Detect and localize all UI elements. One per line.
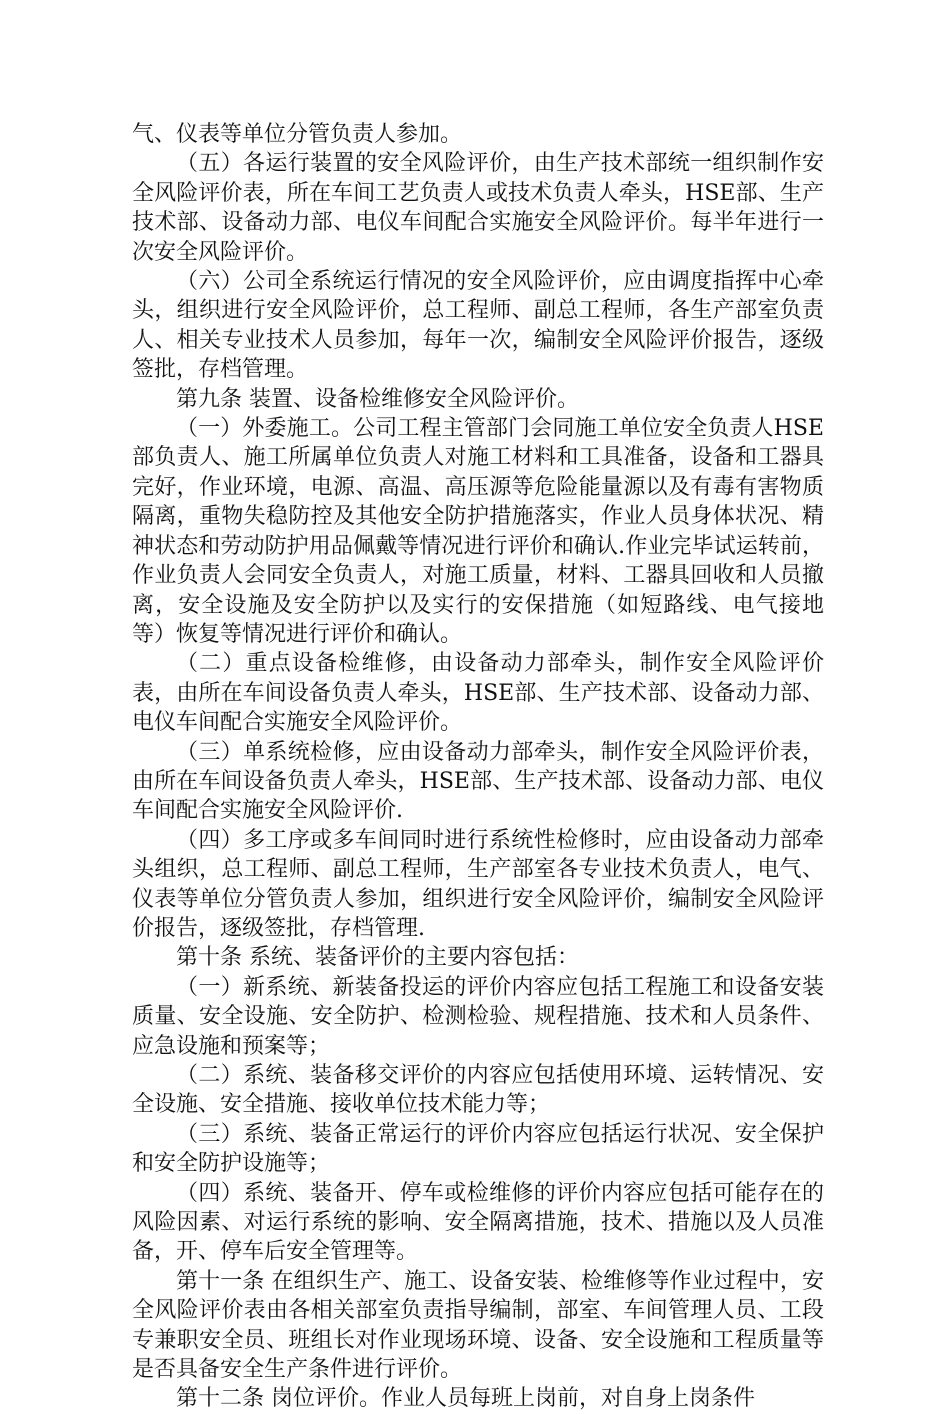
article-11-paragraph: 第十一条 在组织生产、施工、设备安装、检维修等作业过程中，安全风险评价表由各相关部室负责指导编制，部室、车间管理人员、工段专兼职安全员、班组长对作业现场环境、设备、安全设施和工程质量等是否具备安全生产条件进行评价。 <box>132 1268 824 1383</box>
paragraph-5: （一）外委施工。公司工程主管部门会同施工单位安全负责人HSE部负责人、施工所属单位负责人对施工材料和工具准备，设备和工器具完好，作业环境，电源、高温、高压源等危险能量源以及有毒有害物质隔离，重物失稳防控及其他安全防护措施落实，作业人员身体状况、精神状态和劳动防护用品佩戴等情况进行评价和确认.作业完毕试运转前，作业负责人会同安全负责人，对施工质量，材料、工器具回收和人员撤离，安全设施及安全防护以及实行的安保措施（如短路线、电气接地等）恢复等情况进行评价和确认。 <box>132 416 824 647</box>
article-10-heading: 第十条 系统、装备评价的主要内容包括： <box>176 945 579 971</box>
paragraph-12: （三）系统、装备正常运行的评价内容应包括运行状况、安全保护和安全防护设施等； <box>132 1121 824 1177</box>
document-page <box>132 120 824 1414</box>
paragraph-13: （四）系统、装备开、停车或检维修的评价内容应包括可能存在的风险因素、对运行系统的影响、安全隔离措施，技术、措施以及人员准备，开、停车后安全管理等。 <box>132 1180 824 1265</box>
paragraph-11: （二）系统、装备移交评价的内容应包括使用环境、运转情况、安全设施、安全措施、接收单位技术能力等； <box>132 1063 824 1118</box>
paragraph-6: （二）重点设备检维修，由设备动力部牵头，制作安全风险评价表，由所在车间设备负责人牵头，HSE部、生产技术部、设备动力部、电仪车间配合实施安全风险评价。 <box>132 651 824 736</box>
paragraph-7: （三）单系统检修，应由设备动力部牵头，制作安全风险评价表，由所在车间设备负责人牵头，HSE部、生产技术部、设备动力部、电仪车间配合实施安全风险评价. <box>132 739 824 824</box>
paragraph-8: （四）多工序或多车间同时进行系统性检修时，应由设备动力部牵头组织，总工程师、副总工程师，生产部室各专业技术负责人，电气、仪表等单位分管负责人参加，组织进行安全风险评价，编制安全风险评价报告，逐级签批，存档管理. <box>132 827 824 941</box>
paragraph-1: 气、仪表等单位分管负责人参加。 <box>132 122 463 147</box>
paragraph-10: （一）新系统、新装备投运的评价内容应包括工程施工和设备安装质量、安全设施、安全防护、检测检验、规程措施、技术和人员条件、应急设施和预案等； <box>132 974 824 1059</box>
article-12-paragraph: 第十二条 岗位评价。作业人员每班上岗前，对自身上岗条件 <box>176 1386 755 1412</box>
paragraph-2: （五）各运行装置的安全风险评价，由生产技术部统一组织制作安全风险评价表，所在车间工艺负责人或技术负责人牵头，HSE部、生产技术部、设备动力部、电仪车间配合实施安全风险评价。每半年进行一次安全风险评价。 <box>132 151 824 265</box>
article-9-heading: 第九条 装置、设备检维修安全风险评价。 <box>176 386 579 412</box>
paragraph-3: （六）公司全系统运行情况的安全风险评价，应由调度指挥中心牵头，组织进行安全风险评价，总工程师、副总工程师，各生产部室负责人、相关专业技术人员参加，每年一次，编制安全风险评价报告，逐级签批，存档管理。 <box>132 269 824 383</box>
